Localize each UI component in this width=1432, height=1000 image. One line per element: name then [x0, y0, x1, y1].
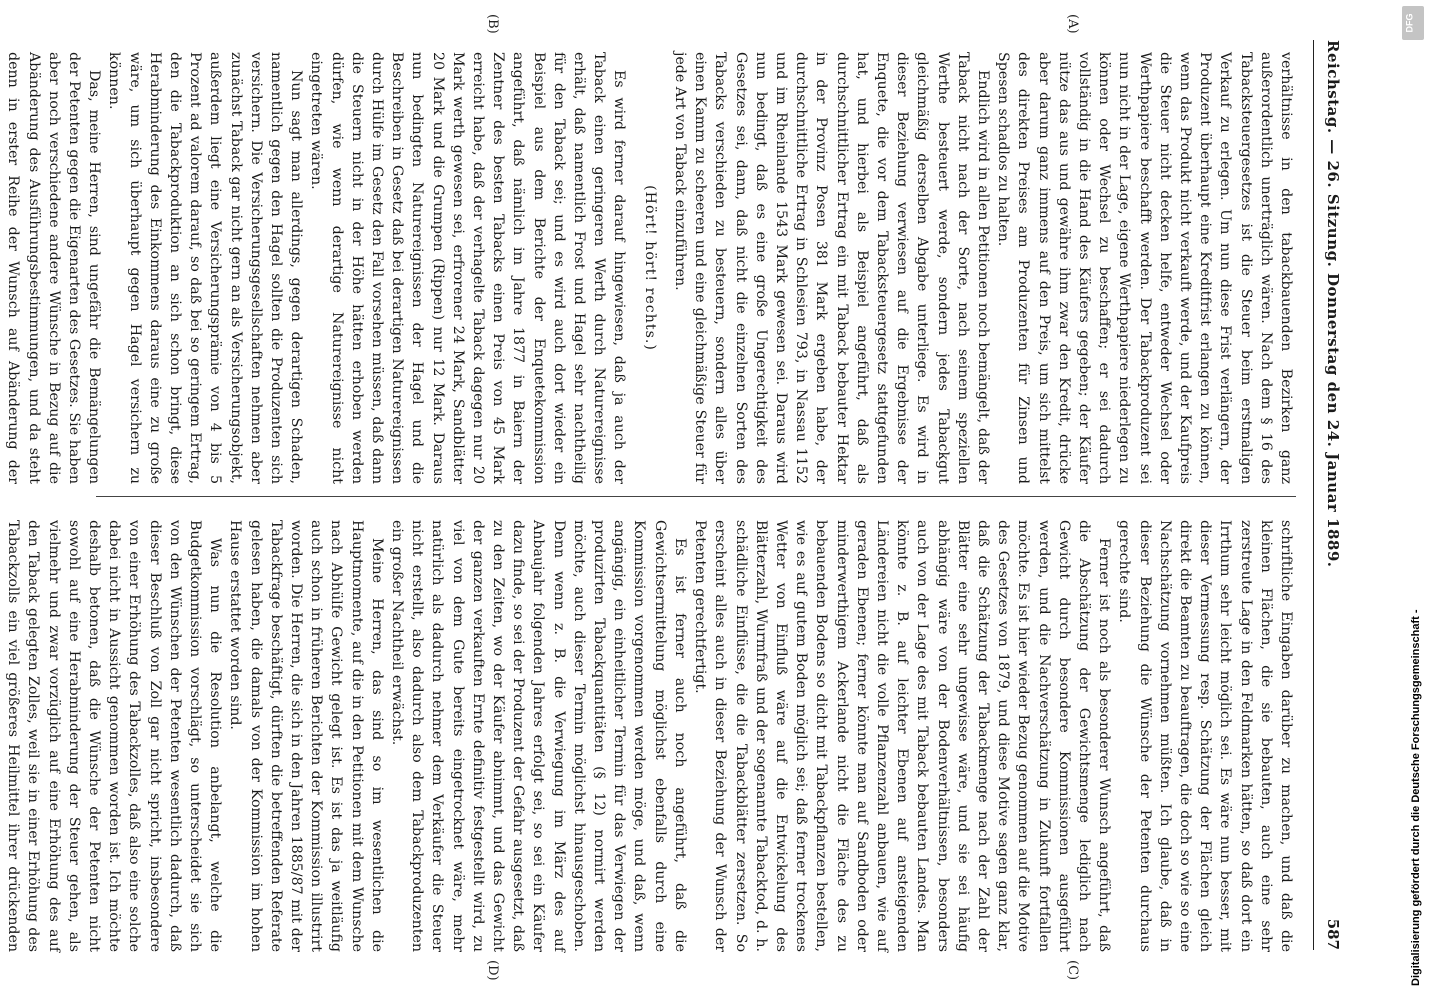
left-paragraph-2: Endlich wird in allen Petitionen noch bemängelt, daß der Taback nicht nach der Sorte, nach seinem speziellen Werthe besteuert werde, sondern jedes Tabackgut gleichmäßig derselben Abgabe unterliege. Es wird in dieser Beziehung verwiesen auf die Ergebnisse der Enquete, die vor dem Tabacksteuergesetz stattgefunden hat, und hierbei als Beispiel angeführt, daß als durchschnittlicher Ertrag ein mit Taback bebauter Hektar in der Provinz Posen 381 Mark ergeben habe, der durchschnittliche Ertrag in Schlesien 793, in Nassau 1152 und im Rheinlande 1543 Mark gewesen sei. Daraus wird nun bedingt, daß es eine große Ungerechtigkeit des Gesetzes sei, dann, daß nicht die einzelnen Sorten des Tabacks verschieden zu besteuern, sondern alles über einen Kamm zu scheeren und eine gleichmäßige Steuer für jede Art von Taback einzuführen.: [671, 52, 991, 484]
left-column: [5, 52, 1296, 484]
left-paragraph-4: Nun sagt man allerdings, gegen derartigen Schaden, namentlich gegen den Hagel sollten die Produzenten sich versichern. Die Versicherungsgesellschaften nehmen aber zunächst Taback gar nicht gern an als Versicherungsobjekt, außerdem liegt eine Versicherungsprämie von 4 bis 5 Prozent ad valorem darauf, so daß bei so geringem Ertrag, den die Tabackproduktion an sich schon bringt, diese Herabminderung des Einkommens daraus eine zu große wäre, um sich überhaupt gegen Hagel versichern zu können.: [106, 52, 305, 484]
running-head: [1313, 40, 1342, 950]
digitization-credit: [1394, 0, 1432, 1000]
page-number: 587: [1324, 918, 1342, 950]
column-divider: [96, 496, 1296, 497]
left-paragraph-1: verhältnisse in den tabackbauenden Bezirken ganz außerordentlich unerträglich wären. Nach dem § 16 des Tabacksteuergesetzes ist die Steuer beim erstmaligen Verkauf zu erlegen. Um nun diese Frist verlängern, der Produzent überhaupt eine Kreditfrist erlangen zu können, wenn das Produkt nicht verkauft werde, und der Kaufpreis die Steuer nicht decken helfe, entweder Wechsel oder Werthpapiere beschafft werden. Der Tabackproduzent sei nun nicht in der Lage, eigene Werthpapiere niederlegen zu können oder Wechsel zu beschaffen; er sei dadurch vollständig in die Hand des Käufers gegeben; der Käufer nütze das aus und gewähre ihm zwar den Kredit, drücke aber darum ganz immens auf den Preis, um sich mittelst des direkten Preises am Produzenten für Zinsen und Spesen schadlos zu halten.: [995, 52, 1294, 484]
right-column: [5, 520, 1296, 952]
right-paragraph-1: schriftliche Eingaben darüber zu machen, und daß die kleinen Flächen, die sie bebauten, auch eine sehr zerstreute Lage in den Feldmarken hätten, so daß dort ein Irrthum sehr leicht möglich sei. Es wäre nun besser, mit dieser Vermessung resp. Schätzung der Flächen gleich direkt die Beamten zu beauftragen, die doch so wie so eine Nachschätzung vornehmen müßten. Ich glaube, daß in dieser Beziehung die Wünsche der Petenten durchaus gerechte sind.: [1116, 520, 1294, 952]
margin-letter-b: (B): [485, 14, 500, 34]
credit-text: Digitalisierung gefördert durch die Deutsche Forschungsgemeinschaft -: [1410, 609, 1422, 986]
right-paragraph-5: Was nun die Resolution anbelangt, welche die Budgetkommission vorschlägt, so unterscheidet sie sich von den Wünschen der Petenten wesentlich dadurch, daß dieser Beschluß von Zoll gar nicht spricht, insbesondere von einer Erhöhung des Tabackzolles, daß also eine solche dabei nicht in Aussicht genommen worden ist. Ich möchte deshalb betonen, daß die Wünsche der Petenten nicht sowohl auf eine Herabminderung der Steuer gehen, als vielmehr und zwar vorzüglich auf eine Erhöhung des auf den Taback gelegten Zolles, weil sie in einer Erhöhung des Tabackzolls ein viel größeres Heilmittel ihrer drückenden: [5, 520, 224, 952]
margin-letter-d: (D): [485, 960, 500, 981]
right-paragraph-3: Es ist ferner auch noch angeführt, daß die Gewichtsermittelung möglichst ebenfalls durch eine Kommission vorgenommen werden möge, und daß, wenn angängig, ein einheitlicher Termin für das Verwiegen der produzirten Tabackquantitäten (§ 12) normirt werden möchte, auch dieser Termin möglichst hinausgeschoben. Denn wenn z. B. die Verwiegung im März des auf Anbaujahr folgenden Jahres erfolgt sei, so sei ein Käufer dazu finde, so sei der Produzent der Gefahr ausgesetzt, daß zu den Zeiten, wo der Käufer abnimmt, und das Gewicht der ganzen verkauften Ernte definitiv festgestellt wird, zu viel von dem Gute bereits eingetrocknet wäre, mehr natürlich als dadurch nehmer dem Verkäufer die Steuer nicht erstellt, also dadurch also dem Tabackproduzenten ein großer Nachtheil erwächst.: [389, 520, 688, 952]
margin-letter-c: (C): [1065, 960, 1080, 981]
dfg-logo-text: DFG: [1404, 13, 1415, 33]
left-paragraph-3: Es wird ferner darauf hingewiesen, daß ja auch der Taback einen geringeren Werth durch Naturereignisse erhält, daß namentlich Frost und Hagel sehr nachtheilig für den Taback sei; und es wird auch dort wieder ein Beispiel aus dem Berichte der Enquetekommission angeführt, daß nämlich im Jahre 1877 in Baiern der Zentner des besten Tabacks einen Preis von 45 Mark erreicht habe, daß der verhagelte Taback dagegen nur 20 Mark werth gewesen sei, erfrorener 24 Mark, Sandblätter 20 Mark und die Grumpen (Rippen) nur 12 Mark. Daraus nun bedingten Naturereignissen der Hagel und die Beschreiben in Gesetz daß bei derartigen Naturereignissen durch Hülfe im Gesetz den Fall vorsehen müssen, daß dann die Steuern nicht in der Höhe hätten erhoben werden dürfen, wie wenn derartige Naturereignisse nicht eingetreten wären.: [308, 52, 628, 484]
dfg-logo: [1402, 6, 1424, 40]
interjection: (Hört! hört! rechts.): [641, 185, 658, 351]
right-paragraph-2: Ferner ist noch als besonderer Wunsch angeführt, daß die Abschätzung der Gewichtsmenge lediglich nach Gewicht durch besondere Kommissionen ausgeführt werden, und die Nachverschätzung in Zukunft fortfallen möchte. Es ist hier wieder Bezug genommen auf die Motive des Gesetzes von 1879, und diese Motive sagen ganz klar, daß die Schätzung der Tabackmenge nach der Zahl der Blätter eine sehr ungewisse wäre, und sie sei häufig abhängig wäre von der Bodenverhältnissen, besonders auch von der Lage des mit Taback bebauten Landes. Man könnte z. B. auf leichter Ebenen auf ansteigenden Ländereien nicht die volle Pflanzenzahl anbauen, wie auf geraden Ebenen; ferner könnte man auf Sandboden oder minderwerthigem Ackerlande nicht die Fläche des zu bebauenden Bodens so dicht mit Tabackpflanzen bestellen, wie es auf gutem Boden möglich sei; daß ferner trockenes Wetter von Einfluß wäre auf die Entwickelung des Blätterzahl, Wurmfraß und der sogenannte Tabacktod, d. h. schädliche Einflüsse, die die Tabackblätter zersetzen. So erscheint alles auch in dieser Beziehung der Wunsch der Petenten gerechtfertigt.: [692, 520, 1113, 952]
right-paragraph-4: Meine Herren, das sind so im wesentlichen die Hauptmomente, auf die in den Petitionen mit dem Wunsche nach Abhülfe Gewicht gelegt ist. Es ist das ja weitläufig auch schon in früheren Berichten der Kommission illustrirt worden. Die Herren, die sich in den Jahren 1885/87 mit der Tabackfrage beschäftigt, dürften die betreffenden Referate gelesen haben, die damals von der Kommission im hohen Hause erstattet worden sind.: [227, 520, 385, 952]
header-title: Reichstag. — 26. Sitzung. Donnerstag den 24. Januar 1889.: [1324, 40, 1342, 568]
left-paragraph-5: Das, meine Herren, sind ungefähr die Bemängelungen der Petenten gegen die Eigenarten des Gesetzes. Sie haben aber noch verschiedene andere Wünsche in Bezug auf die Abänderung des Ausführungsbestimmungen, und da steht denn in erster Reihe der Wunsch auf Abänderung der: [5, 52, 103, 484]
margin-letter-a: (A): [1065, 14, 1080, 34]
